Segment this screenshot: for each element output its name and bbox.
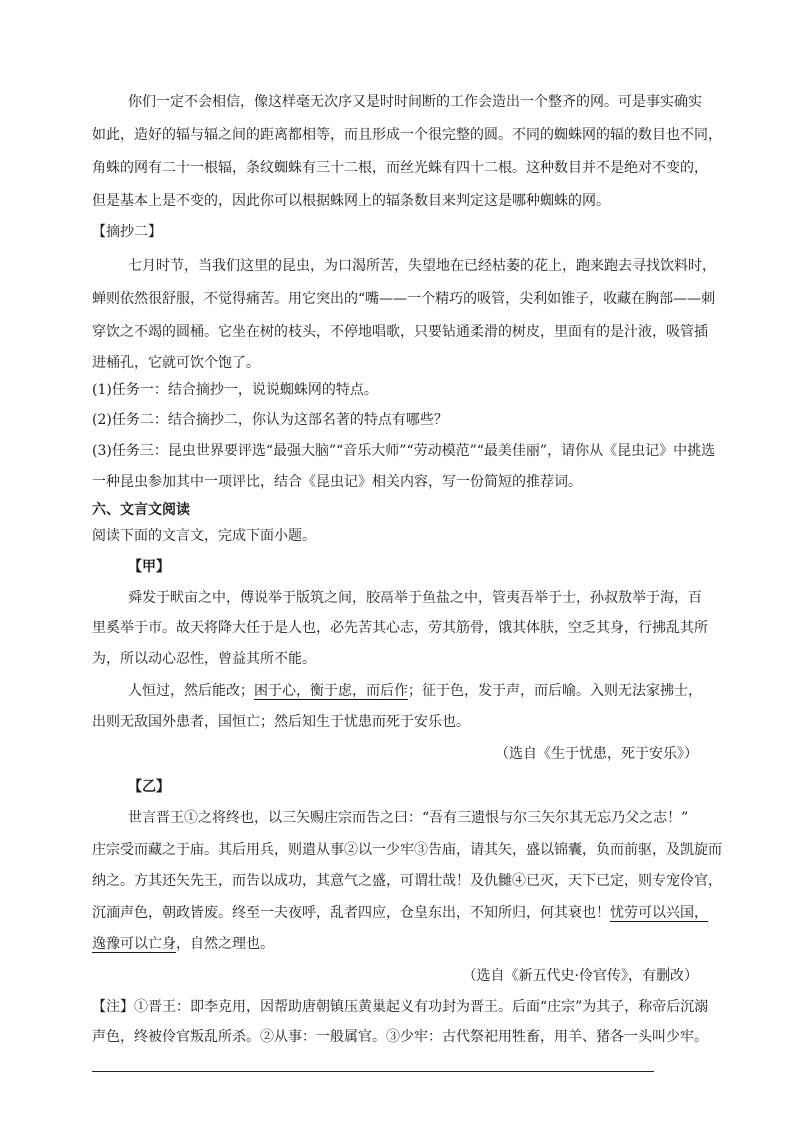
jia-heading: 【甲】 xyxy=(128,559,170,575)
answer-line xyxy=(92,1071,654,1072)
section-6-intro: 阅读下面的文言文，完成下面小题。 xyxy=(92,528,316,544)
excerpt1-line-4: 但是基本上是不变的，因此你可以根据蛛网上的辐条数目来判定这是哪种蜘蛛的网。 xyxy=(92,193,610,209)
excerpt2-line-3: 穿饮之不竭的圆桶。它坐在树的枝头，不停地唱歌，只要钻通柔滑的树皮，里面有的是汁液，吸管插 xyxy=(92,324,708,340)
excerpt2-line-4: 进桶孔，它就可饮个饱了。 xyxy=(92,355,260,371)
jia-line-5: 出则无敌国外患者，国恒亡；然后知生于忧患而死于安乐也。 xyxy=(92,714,470,730)
task-3-line-2: 一种昆虫参加其中一项评比，结合《昆虫记》相关内容，写一份简短的推荐词。 xyxy=(92,474,582,490)
jia-line-2: 里奚举于市。故天将降大任于是人也，必先苦其心志，劳其筋骨，饿其体肤，空乏其身，行拂乱其所 xyxy=(92,620,708,636)
excerpt2-line-1: 七月时节，当我们这里的昆虫，为口渴所苦，失望地在已经枯萎的花上，跑来跑去寻找饮料时， xyxy=(128,258,716,274)
jia-underlined-phrase: 困于心，衡于虑，而后作 xyxy=(254,683,408,699)
yi-line-5 xyxy=(92,934,274,954)
jia-text-a: 人恒过，然后能改； xyxy=(128,683,254,699)
yi-heading: 【乙】 xyxy=(128,779,170,795)
excerpt1-line-3: 角蛛的网有二十一根辐，条纹蜘蛛有三十二根，而丝光蛛有四十二根。这种数目并不是绝对不变的， xyxy=(92,160,708,176)
note-line-1: 【注】①晋王：即李克用，因帮助唐朝镇压黄巢起义有功封为晋王。后面“庄宗”为其子，称帝后沉溺 xyxy=(92,999,709,1015)
yi-line-3: 纳之。方其还矢先王，而告以成功，其意气之盛，可谓壮哉！及仇雠④已灭，天下已定，则专宠伶官， xyxy=(92,873,722,889)
excerpt1-line-2: 如此，造好的辐与辐之间的距离都相等，而且形成一个很完整的圆。不同的蜘蛛网的辐的数目也不同， xyxy=(92,127,722,143)
yi-line-2: 庄宗受而藏之于庙。其后用兵，则遣从事②以一少牢③告庙，请其矢，盛以锦囊，负而前驱，及凯旋而 xyxy=(92,842,722,858)
jia-text-b: ；征于色，发于声，而后喻。入则无法家拂士， xyxy=(408,683,702,699)
task-2: (2)任务二：结合摘抄二，你认为这部名著的特点有哪些？ xyxy=(92,412,448,428)
yi-text-a: 沉湎声色，朝政皆废。终至一夫夜呼，乱者四应，仓皇东出，不知所归，何其衰也！ xyxy=(92,905,610,921)
excerpt1-line-1: 你们一定不会相信，像这样毫无次序又是时时间断的工作会造出一个整齐的网。可是事实确实 xyxy=(128,94,702,110)
task-1: (1)任务一：结合摘抄一，说说蜘蛛网的特点。 xyxy=(92,382,378,398)
task-3-line-1: (3)任务三：昆虫世界要评选“最强大脑”“音乐大师”“劳动模范”“最美佳丽”，请你从《昆虫记》中挑选 xyxy=(92,443,716,459)
section-6-title: 六、文言文阅读 xyxy=(92,502,190,518)
yi-source: （选自《新五代史·伶官传》，有删改） xyxy=(462,968,698,984)
jia-line-3: 为，所以动心忍性，曾益其所不能。 xyxy=(92,651,316,667)
excerpt2-line-2: 蝉则依然很舒服，不觉得痛苦。用它突出的“嘴——一个精巧的吸管，尖利如锥子，收藏在胸部——刺 xyxy=(92,291,716,307)
jia-source: （选自《生于忧患，死于安乐》） xyxy=(495,746,698,762)
yi-line-4 xyxy=(92,903,708,923)
note-line-2: 声色，终被伶官叛乱所杀。②从事：一般属官。③少牢：古代祭祀用牲畜，用羊、猪各一头叫少牢。 xyxy=(92,1029,708,1045)
jia-line-4 xyxy=(128,681,702,701)
jia-line-1: 舜发于畎亩之中，傅说举于版筑之间，胶鬲举于鱼盐之中，管夷吾举于士，孙叔敖举于海，百 xyxy=(128,590,702,606)
yi-text-b: ，自然之理也。 xyxy=(176,936,274,952)
yi-underlined-phrase-1: 忧劳可以兴国， xyxy=(610,905,708,921)
yi-underlined-phrase-2: 逸豫可以亡身 xyxy=(92,936,176,952)
yi-line-1: 世言晋王①之将终也，以三矢赐庄宗而告之曰：“吾有三遗恨与尔三矢尔其无忘乃父之志！” xyxy=(128,810,689,826)
excerpt2-heading: 【摘抄二】 xyxy=(92,224,162,240)
